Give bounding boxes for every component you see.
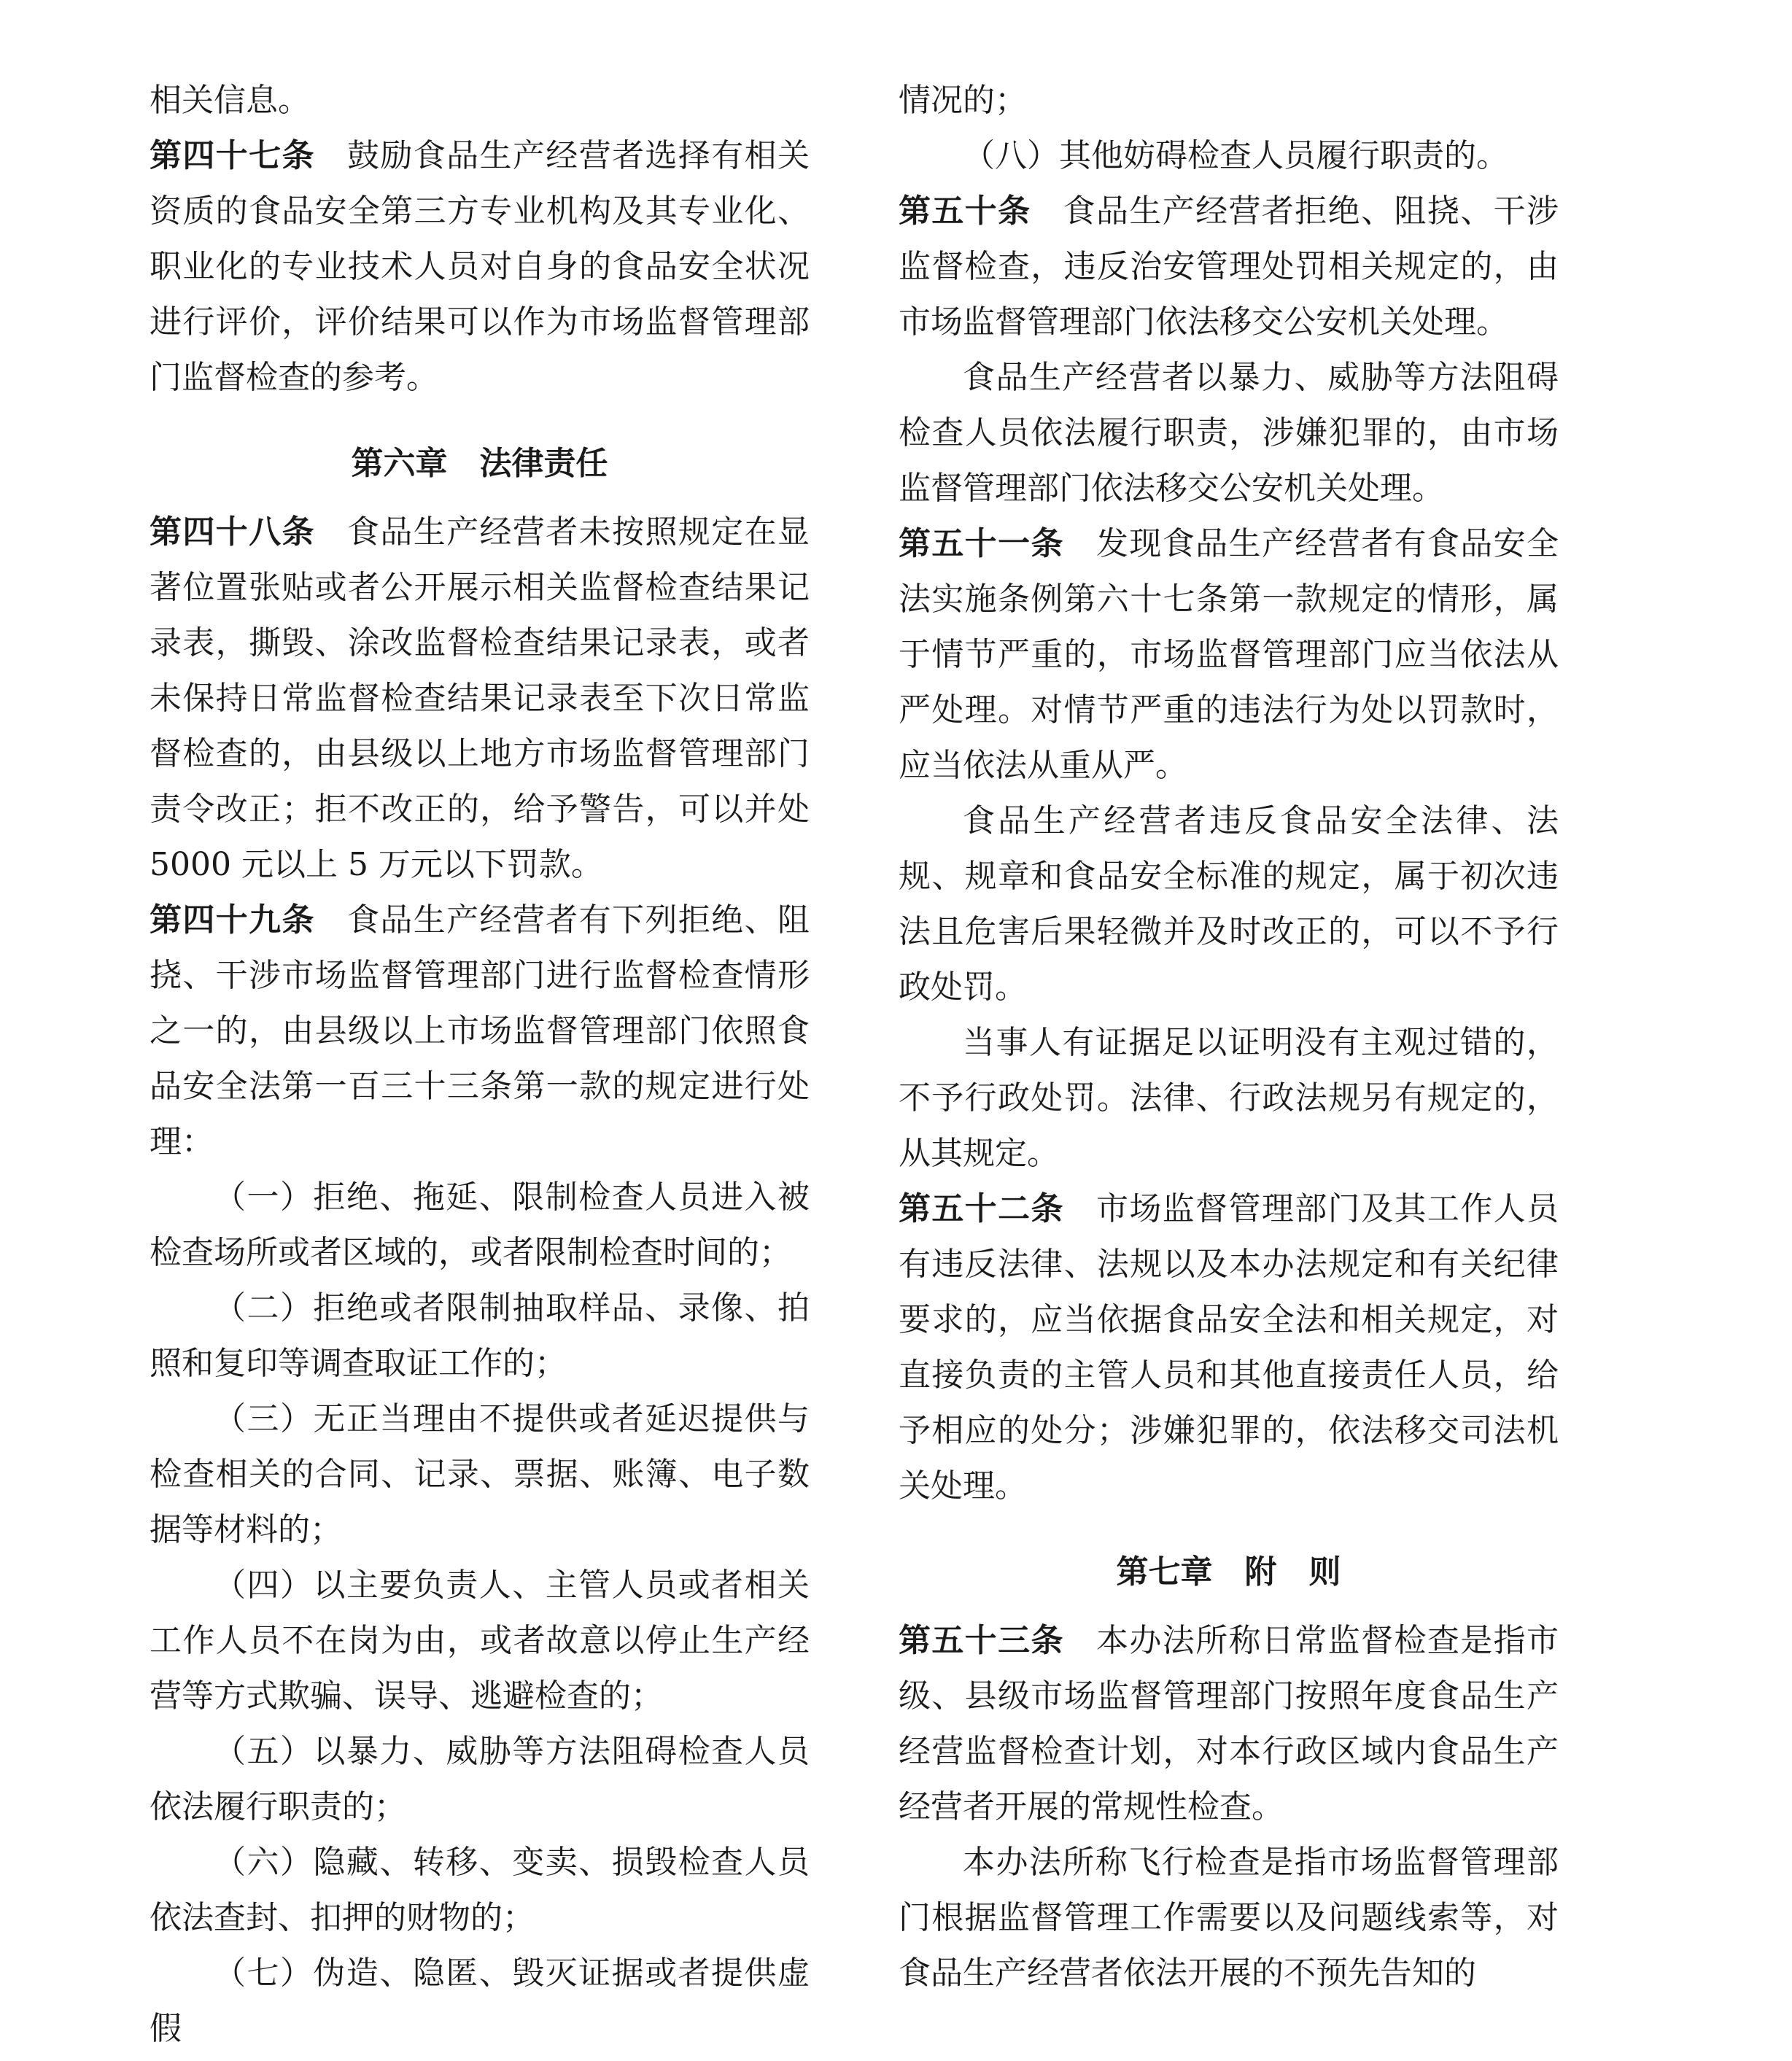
- article-number: 第四十九条: [150, 901, 315, 939]
- article-51-paragraph-3: 当事人有证据足以证明没有主观过错的，不予行政处罚。法律、行政法规另有规定的，从其规定。: [899, 1024, 1559, 1172]
- article-49: [150, 893, 810, 1170]
- article-51-paragraph-2: 食品生产经营者违反食品安全法律、法规、规章和食品安全标准的规定，属于初次违法且危害后果轻微并及时改正的，可以不予行政处罚。: [899, 802, 1559, 1006]
- article-text: 发现食品生产经营者有食品安全法实施条例第六十七条第一款规定的情形，属于情节严重的，市场监督管理部门应当依法从严处理。对情节严重的违法行为处以罚款时，应当依法从重从严。: [899, 525, 1559, 784]
- article-text: 食品生产经营者拒绝、阻挠、干涉监督检查，违反治安管理处罚相关规定的，由市场监督管理部门依法移交公安机关处理。: [899, 193, 1559, 341]
- article-53: [899, 1613, 1559, 1835]
- article-number: 第五十二条: [899, 1190, 1064, 1227]
- article-50-paragraph-2: 食品生产经营者以暴力、威胁等方法阻碍检查人员依法履行职责，涉嫌犯罪的，由市场监督管理部门依法移交公安机关处理。: [899, 359, 1559, 507]
- article-text: 食品生产经营者有下列拒绝、阻挠、干涉市场监督管理部门进行监督检查情形之一的，由县级以上市场监督管理部门依照食品安全法第一百三十三条第一款的规定进行处理：: [150, 901, 810, 1160]
- list-item: （七）伪造、隐匿、毁灭证据或者提供虚假: [150, 1955, 810, 2047]
- list-item: （三）无正当理由不提供或者延迟提供与检查相关的合同、记录、票据、账簿、电子数据等材料的；: [150, 1400, 810, 1548]
- article-53-paragraph-2: 本办法所称飞行检查是指市场监督管理部门根据监督管理工作需要以及问题线索等，对食品生产经营者依法开展的不预先告知的: [899, 1844, 1559, 1992]
- continued-paragraph: 情况的；: [899, 82, 1027, 119]
- article-48: [150, 505, 810, 893]
- article-47: [150, 128, 810, 405]
- chapter-title: 法律责任: [479, 445, 608, 482]
- list-item: （四）以主要负责人、主管人员或者相关工作人员不在岗为由，或者故意以停止生产经营等方式欺骗、误导、逃避检查的；: [150, 1567, 810, 1715]
- list-item: （五）以暴力、威胁等方法阻碍检查人员依法履行职责的；: [150, 1733, 810, 1825]
- article-52: [899, 1181, 1559, 1514]
- list-item: （二）拒绝或者限制抽取样品、录像、拍照和复印等调查取证工作的；: [150, 1289, 810, 1382]
- article-number: 第五十三条: [899, 1622, 1064, 1659]
- chapter-6-heading: [150, 436, 810, 492]
- article-text: 鼓励食品生产经营者选择有相关资质的食品安全第三方专业机构及其专业化、职业化的专业技术人员对自身的食品安全状况进行评价，评价结果可以作为市场监督管理部门监督检查的参考。: [150, 137, 810, 396]
- right-column: [899, 73, 1559, 2001]
- article-number: 第四十八条: [150, 513, 315, 551]
- chapter-7-heading: [899, 1545, 1559, 1600]
- list-item: （一）拒绝、拖延、限制检查人员进入被检查场所或者区域的，或者限制检查时间的；: [150, 1179, 810, 1271]
- list-item: （八）其他妨碍检查人员履行职责的。: [963, 137, 1508, 174]
- article-text: 市场监督管理部门及其工作人员有违反法律、法规以及本办法规定和有关纪律要求的，应当依据食品安全法和相关规定，对直接负责的主管人员和其他直接责任人员，给予相应的处分；涉嫌犯罪的，依法移交司法机关处理。: [899, 1190, 1559, 1505]
- article-number: 第四十七条: [150, 137, 315, 174]
- list-item: （六）隐藏、转移、变卖、损毁检查人员依法查封、扣押的财物的；: [150, 1844, 810, 1936]
- chapter-number: 第六章: [351, 445, 448, 482]
- article-number: 第五十一条: [899, 525, 1064, 562]
- article-text: 食品生产经营者未按照规定在显著位置张贴或者公开展示相关监督检查结果记录表，撕毁、涂改监督检查结果记录表，或者未保持日常监督检查结果记录表至下次日常监督检查的，由县级以上地方市场监督管理部门责令改正；拒不改正的，给予警告，可以并处 5000 元以上 5 万元以下罚款。: [150, 513, 810, 883]
- article-50: [899, 184, 1559, 350]
- article-51: [899, 516, 1559, 793]
- chapter-number: 第七章: [1116, 1553, 1213, 1591]
- continued-paragraph: 相关信息。: [150, 82, 310, 119]
- article-number: 第五十条: [899, 193, 1031, 230]
- chapter-title: 附 则: [1244, 1553, 1341, 1591]
- article-text: 本办法所称日常监督检查是指市级、县级市场监督管理部门按照年度食品生产经营监督检查计划，对本行政区域内食品生产经营者开展的常规性检查。: [899, 1622, 1559, 1825]
- left-column: [150, 73, 810, 2057]
